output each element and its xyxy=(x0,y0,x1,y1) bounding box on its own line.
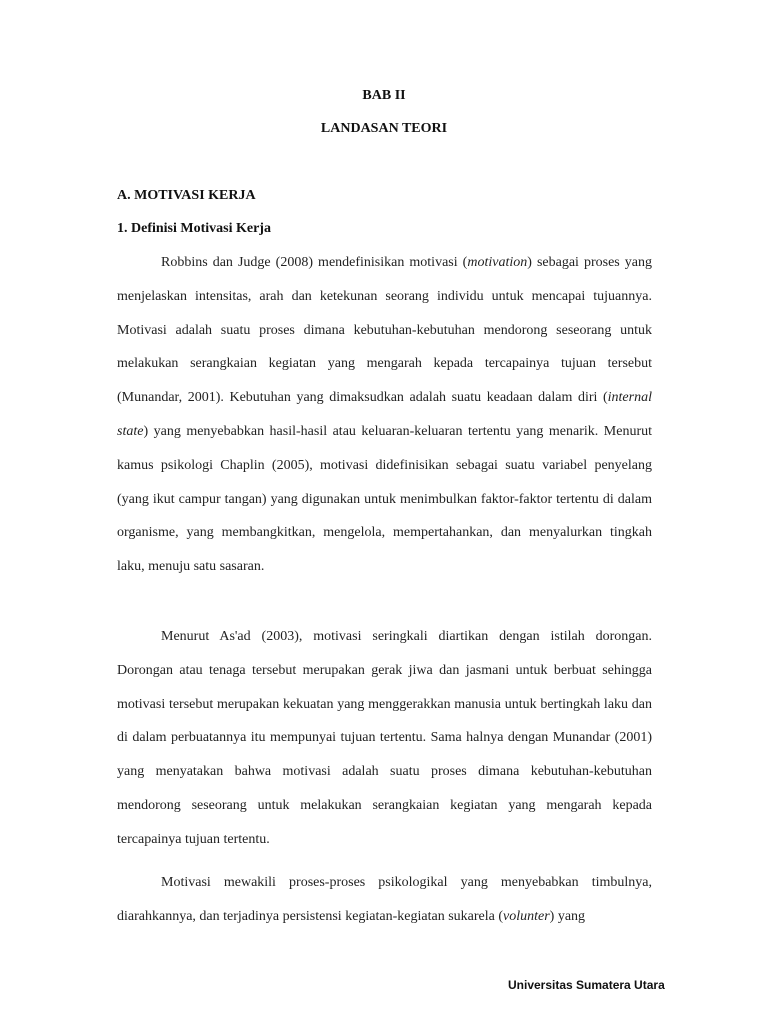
paragraph-3-text-c: ) yang xyxy=(549,908,586,924)
chapter-title: LANDASAN TEORI xyxy=(320,121,448,136)
section-heading: A. MOTIVASI KERJA xyxy=(117,188,256,203)
paragraph-3 xyxy=(117,866,652,934)
paragraph-3-text-a: Motivasi mewakili proses-proses psikologikal yang menyebabkan timbulnya, diarahkannya, dan terjadinya persistensi kegiatan-kegiatan sukarela ( xyxy=(117,875,652,924)
paragraph-2: Menurut As'ad (2003), motivasi seringkali diartikan dengan istilah dorongan. Dorongan atau tenaga tersebut merupakan gerak jiwa dan jasmani untuk berbuat sehingga motivasi tersebut merupakan kekuatan yang menggerakkan manusia untuk bertingkah laku dan di dalam perbuatannya itu mempunyai tujuan tertentu. Sama halnya dengan Munandar (2001) yang menyatakan bahwa motivasi adalah suatu proses dimana kebutuhan-kebutuhan mendorong seseorang untuk melakukan serangkaian kegiatan yang mengarah kepada tercapainya tujuan tertentu. xyxy=(117,629,652,847)
paragraph-1-italic-term: motivation xyxy=(467,255,528,270)
paragraph-3-italic-term: volunter xyxy=(503,908,550,924)
paragraph-1-italic-term-2: internal state xyxy=(117,390,652,439)
paragraph-1-text-a: Robbins dan Judge (2008) mendefinisikan motivasi ( xyxy=(161,255,468,270)
paragraph-1 xyxy=(117,246,652,584)
university-footer: Universitas Sumatera Utara xyxy=(508,978,665,992)
chapter-number: BAB II xyxy=(362,88,406,103)
paragraph-1-text-c: ) sebagai proses yang menjelaskan intensitas, arah dan ketekunan seorang individu untuk mencapai tujuannya. Motivasi adalah suatu proses dimana kebutuhan-kebutuhan mendorong seseorang untuk melakukan serangkaian kegiatan yang mengarah kepada tercapainya tujuan tersebut (Munandar, 2001). Kebutuhan yang dimaksudkan adalah suatu keadaan dalam diri ( xyxy=(117,255,652,406)
paragraph-1-text-e: ) yang menyebabkan hasil-hasil atau keluaran-keluaran tertentu yang menarik. Menurut kamus psikologi Chaplin (2005), motivasi didefinisikan sebagai suatu variabel penyelang (yang ikut campur tangan) yang digunakan untuk menimbulkan faktor-faktor tertentu di dalam organisme, yang membangkitkan, mengelola, mempertahankan, dan menyalurkan tingkah laku, menuju satu sasaran. xyxy=(117,423,652,575)
subsection-heading: 1. Definisi Motivasi Kerja xyxy=(117,221,271,236)
